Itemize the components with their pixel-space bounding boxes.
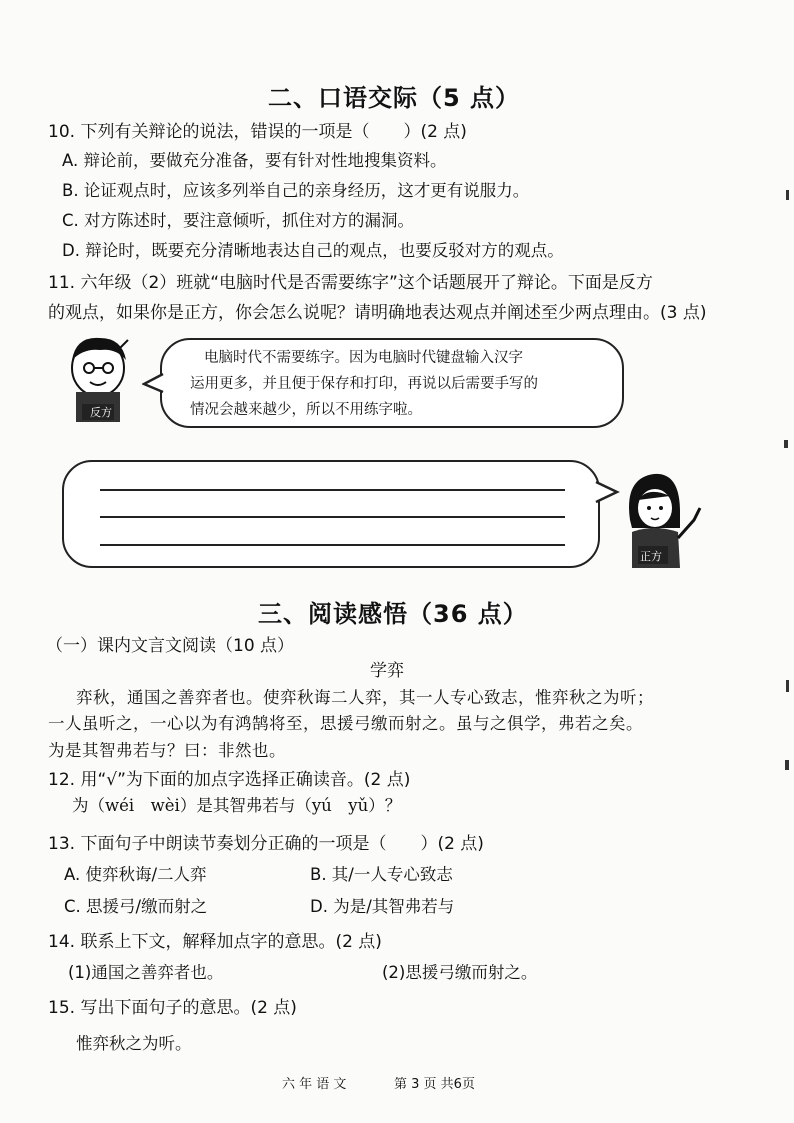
pro-answer-bubble xyxy=(62,460,600,568)
question-12-stem: 12. 用“√”为下面的加点字选择正确读音。(2 点) xyxy=(48,770,411,790)
q12-pronunciation-line: 为（wéi wèi）是其智弗若与（yú yǔ）？ xyxy=(72,796,402,815)
con-speech-line-2: 运用更多，并且便于保存和打印，再说以后需要手写的 xyxy=(190,376,538,392)
section-title: 三、阅读感悟（36 点） xyxy=(258,600,528,628)
pro-side-figure xyxy=(618,468,710,574)
section-title: 二、口语交际（5 点） xyxy=(268,84,521,112)
q13-option-d: D. 为是/其智弗若与 xyxy=(310,897,455,916)
con-side-figure xyxy=(56,330,142,430)
passage-line-3: 为是其智弗若与？曰：非然也。 xyxy=(48,741,286,760)
con-speech-line-1: 电脑时代不需要练字。因为电脑时代键盘输入汉字 xyxy=(204,350,523,366)
question-11-line1: 11. 六年级（2）班就“电脑时代是否需要练字”这个话题展开了辩论。下面是反方 xyxy=(48,273,653,293)
pro-side-label: 正方 xyxy=(640,550,662,563)
footer-page-number: 第 3 页 共6页 xyxy=(394,1077,475,1092)
q15-sentence: 惟弈秋之为听。 xyxy=(76,1034,192,1053)
answer-line-3[interactable] xyxy=(100,544,565,546)
q10-option-c: C. 对方陈述时，要注意倾听，抓住对方的漏洞。 xyxy=(62,211,415,230)
scan-edge-mark xyxy=(786,190,789,200)
q14-item-2: (2)思援弓缴而射之。 xyxy=(382,963,538,982)
answer-line-1[interactable] xyxy=(100,489,565,491)
footer-subject: 六 年 语 文 xyxy=(282,1077,347,1092)
q13-option-a: A. 使弈秋诲/二人弈 xyxy=(64,865,207,884)
q10-option-a: A. 辩论前，要做充分准备，要有针对性地搜集资料。 xyxy=(62,151,447,170)
con-bubble-tail xyxy=(142,372,166,394)
question-13-stem: 13. 下面句子中朗读节奏划分正确的一项是（ ）(2 点) xyxy=(48,834,484,854)
q10-option-b: B. 论证观点时，应该多列举自己的亲身经历，这才更有说服力。 xyxy=(62,181,530,200)
question-10-stem: 10. 下列有关辩论的说法，错误的一项是（ ）(2 点) xyxy=(48,122,467,142)
answer-line-2[interactable] xyxy=(100,516,565,518)
passage-title: 学弈 xyxy=(370,661,404,681)
passage-line-1: 弈秋，通国之善弈者也。使弈秋诲二人弈，其一人专心致志，惟弈秋之为听； xyxy=(76,688,654,707)
pro-bubble-tail xyxy=(594,480,620,504)
con-speech-bubble xyxy=(160,338,624,428)
question-14-stem: 14. 联系上下文，解释加点字的意思。(2 点) xyxy=(48,932,382,952)
scan-edge-mark xyxy=(784,440,788,448)
question-11-line2: 的观点，如果你是正方，你会怎么说呢？请明确地表达观点并阐述至少两点理由。(3 点) xyxy=(48,303,707,323)
scan-edge-mark xyxy=(786,680,789,692)
q13-option-b: B. 其/一人专心致志 xyxy=(310,865,453,884)
part-1-heading: （一）课内文言文阅读（10 点） xyxy=(46,636,295,656)
con-side-label: 反方 xyxy=(90,406,112,419)
q10-option-d: D. 辩论时，既要充分清晰地表达自己的观点，也要反驳对方的观点。 xyxy=(62,241,564,260)
scan-edge-mark xyxy=(785,760,789,770)
q14-item-1: (1)通国之善弈者也。 xyxy=(68,963,224,982)
passage-line-2: 一人虽听之，一心以为有鸿鹄将至，思援弓缴而射之。虽与之俱学，弗若之矣。 xyxy=(48,714,643,733)
q13-option-c: C. 思援弓/缴而射之 xyxy=(64,897,208,916)
question-15-stem: 15. 写出下面句子的意思。(2 点) xyxy=(48,998,297,1018)
con-speech-line-3: 情况会越来越少，所以不用练字啦。 xyxy=(190,402,422,418)
